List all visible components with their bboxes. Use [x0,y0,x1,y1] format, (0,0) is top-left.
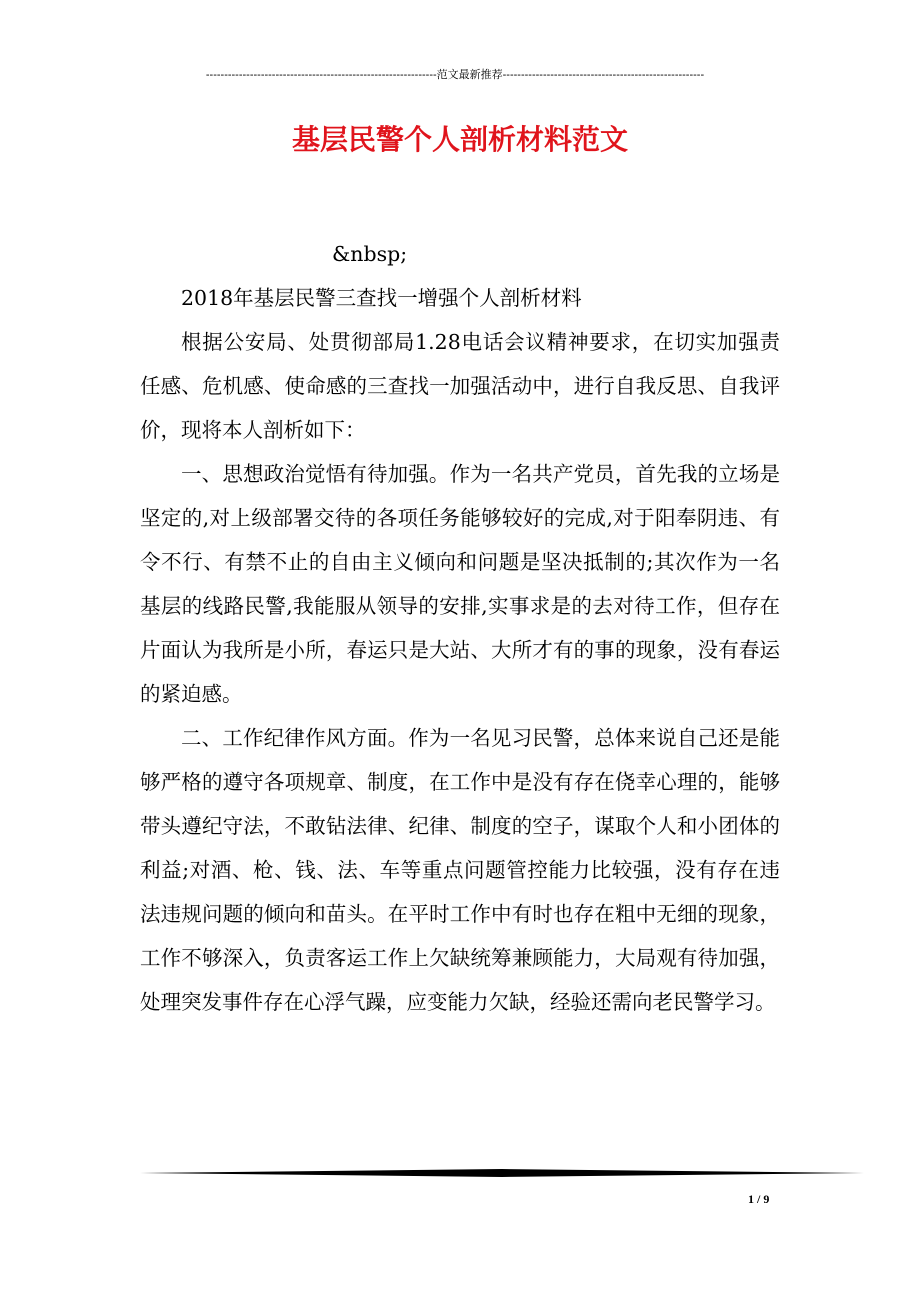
paragraph-section-2: 二、工作纪律作风方面。作为一名见习民警，总体来说自己还是能够严格的遵守各项规章、制度，在工作中是没有存在侥幸心理的，能够带头遵纪守法，不敢钻法律、纪律、制度的空子，谋取个人和小团体的利益;对酒、枪、钱、法、车等重点问题管控能力比较强，没有存在违法违规问题的倾向和苗头。在平时工作中有时也存在粗中无细的现象，工作不够深入，负责客运工作上欠缺统筹兼顾能力，大局观有待加强，处理突发事件存在心浮气躁，应变能力欠缺，经验还需向老民警学习。 [140,726,780,1014]
document-body [140,232,780,1024]
paragraph-section-1: 一、思想政治觉悟有待加强。作为一名共产党员，首先我的立场是坚定的,对上级部署交待的各项任务能够较好的完成,对于阳奉阴违、有令不行、有禁不止的自由主义倾向和问题是坚决抵制的;其次作为一名基层的线路民警,我能服从领导的安排,实事求是的去对待工作，但存在片面认为我所是小所，春运只是大站、大所才有的事的现象，没有春运的紧迫感。 [140,462,780,706]
page-number: 1 / 9 [748,1192,770,1206]
nbsp-artifact: &nbsp; [332,242,408,266]
header-banner: ---------------------------------------------------------------范文最新推荐------------------------------------------------------- [205,69,705,81]
footer-divider [140,1168,864,1178]
paragraph-intro: 根据公安局、处贯彻部局1.28电话会议精神要求，在切实加强责任感、危机感、使命感的三查找一加强活动中，进行自我反思、自我评价，现将本人剖析如下： [140,330,780,442]
paragraph-subtitle: 2018年基层民警三查找一增强个人剖析材料 [181,286,582,310]
document-title: 基层民警个人剖析材料范文 [291,123,628,156]
